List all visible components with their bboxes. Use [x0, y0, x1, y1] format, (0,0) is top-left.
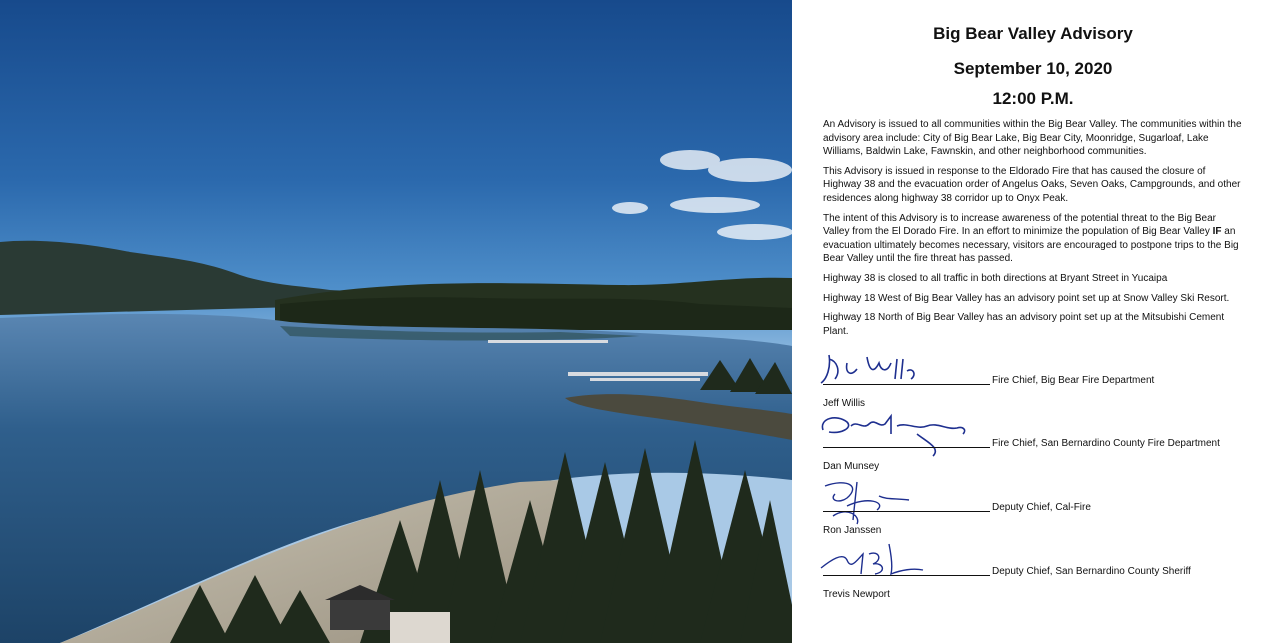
paragraph-highway-18-west: Highway 18 West of Big Bear Valley has an advisory point set up at Snow Valley Ski Resort. — [823, 292, 1230, 304]
intent-text-before: The intent of this Advisory is to increase awareness of the potential threat to the Big Bear Valley from the El Dorado Fire. In an effort to minimize the population of Big Bear Valley — [823, 212, 1216, 238]
handwritten-signature-newport — [817, 540, 937, 590]
advisory-document — [792, 0, 1284, 643]
signature-block-munsey — [823, 430, 1253, 470]
signatory-title: Fire Chief, Big Bear Fire Department — [992, 375, 1155, 386]
advisory-time: 12:00 P.M. — [992, 89, 1074, 108]
paragraph-highway-18-north: Highway 18 North of Big Bear Valley has an advisory point set up at the Mitsubishi Cement Plant. — [823, 312, 1225, 337]
intent-emphasis: IF — [1212, 226, 1222, 238]
paragraph-intent — [823, 212, 1243, 266]
signature-block-janssen — [823, 494, 1253, 534]
paragraph-reason: This Advisory is issued in response to the Eldorado Fire that has caused the closure of Highway 38 and the evacuation order of Angelus Oaks, Seven Oaks, Campgrounds, and other residences along highway 38 corridor up to Onyx Peak. — [823, 165, 1241, 204]
signatory-title: Deputy Chief, Cal-Fire — [992, 502, 1091, 513]
signature-line — [823, 575, 990, 576]
signatory-name: Dan Munsey — [823, 461, 880, 472]
signature-line — [823, 511, 990, 512]
paragraph-highway-38: Highway 38 is closed to all traffic in both directions at Bryant Street in Yucaipa — [823, 272, 1168, 284]
handwritten-signature-willis — [817, 349, 927, 393]
signature-block-willis — [823, 367, 1253, 407]
advisory-body — [823, 118, 1243, 344]
advisory-title: Big Bear Valley Advisory — [933, 24, 1133, 43]
signatory-name: Jeff Willis — [823, 398, 866, 409]
signatory-name: Trevis Newport — [823, 589, 890, 600]
intent-text-after: an evacuation ultimately becomes necessary, visitors are encouraged to postpone trips to the Big Bear Valley until the fire threat has passed. — [823, 226, 1239, 265]
signatory-title: Deputy Chief, San Bernardino County Sheriff — [992, 566, 1191, 577]
signature-line — [823, 384, 990, 385]
signatory-name: Ron Janssen — [823, 525, 882, 536]
paragraph-scope: An Advisory is issued to all communities within the Big Bear Valley. The communities within the advisory area include: City of Big Bear Lake, Big Bear City, Moonridge, Sugarloaf, Lake Williams, Baldwin Lake, Fawnskin, and other neighborhood communities. — [823, 119, 1242, 158]
signature-line — [823, 447, 990, 448]
handwritten-signature-munsey — [817, 412, 977, 462]
clouds — [612, 150, 792, 240]
signature-block-newport — [823, 558, 1253, 598]
advisory-date: September 10, 2020 — [953, 59, 1113, 78]
signatory-title: Fire Chief, San Bernardino County Fire Department — [992, 438, 1220, 449]
